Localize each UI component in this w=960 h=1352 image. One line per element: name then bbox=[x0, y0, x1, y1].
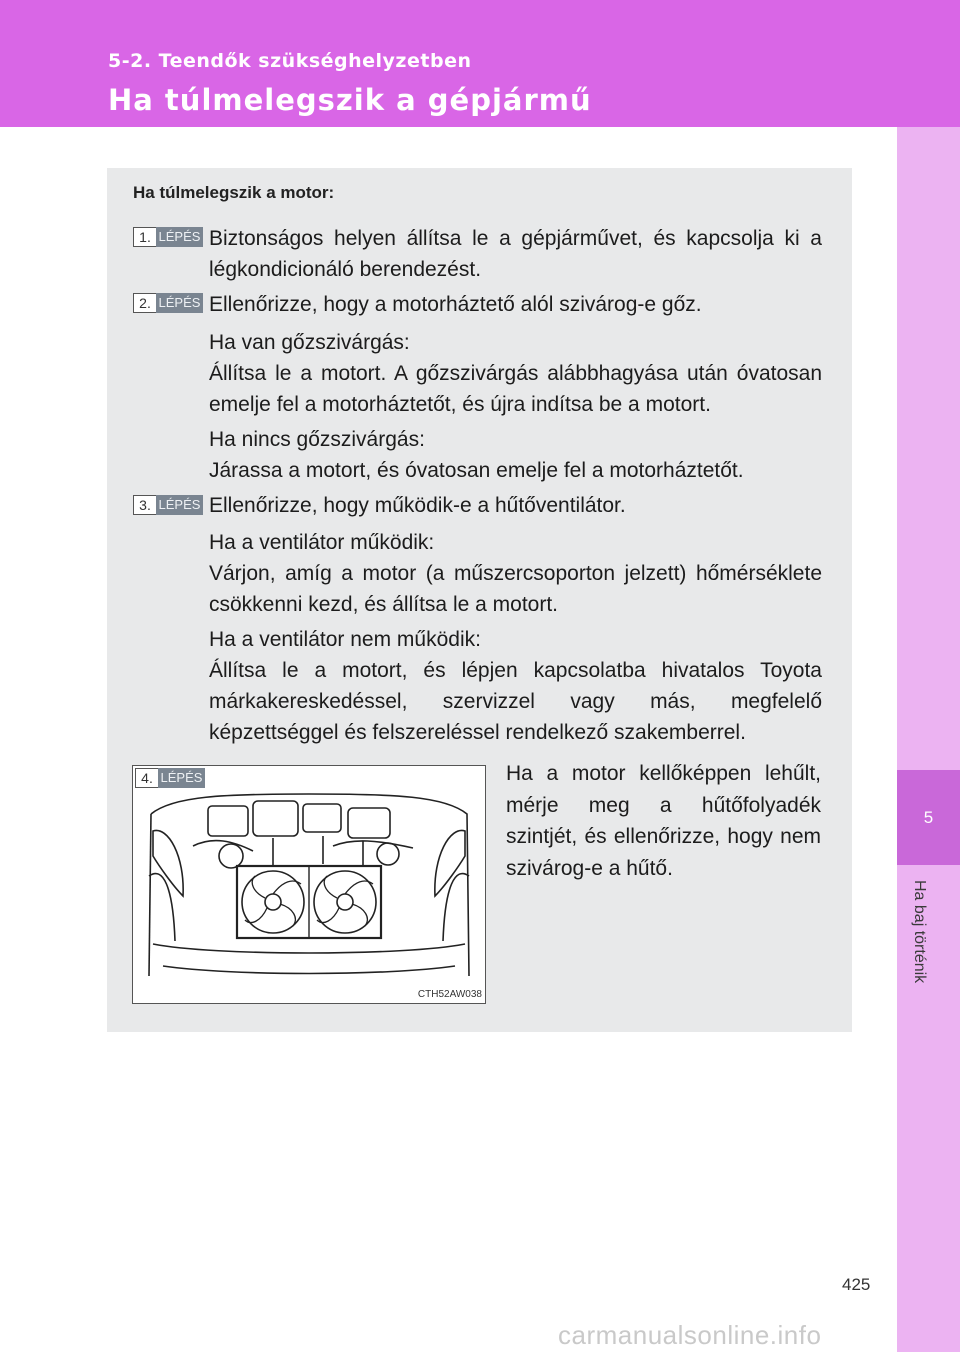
box-title: Ha túlmelegszik a motor: bbox=[133, 183, 335, 202]
step-4-number: 4. bbox=[135, 768, 158, 788]
step-1-badge bbox=[133, 227, 203, 247]
step-3-case-1-condition: Ha a ventilátor működik: bbox=[209, 531, 435, 554]
step-2-case-2-condition: Ha nincs gőzszivárgás: bbox=[209, 428, 425, 451]
step-2-badge bbox=[133, 293, 203, 313]
step-3-badge bbox=[133, 495, 203, 515]
section-label: 5-2. Teendők szükséghelyzetben bbox=[108, 50, 472, 72]
chapter-title: Ha baj történik bbox=[911, 880, 928, 984]
watermark[interactable]: carmanualsonline.info bbox=[558, 1320, 822, 1350]
step-2-case-2-action: Járassa a motort, és óvatosan emelje fel a motorháztetőt. bbox=[209, 459, 744, 482]
step-2-label: LÉPÉS bbox=[156, 293, 203, 313]
engine-illustration bbox=[132, 765, 486, 1004]
step-2-number: 2. bbox=[133, 293, 156, 313]
chapter-number: 5 bbox=[923, 808, 934, 827]
page-title: Ha túlmelegszik a gépjármű bbox=[108, 83, 592, 117]
chapter-tab-lower bbox=[897, 865, 960, 1352]
step-3-case-2-condition: Ha a ventilátor nem működik: bbox=[209, 628, 481, 651]
figure-id: CTH52AW038 bbox=[417, 989, 482, 1000]
step-3-text: Ellenőrizze, hogy működik-e a hűtőventilátor. bbox=[209, 494, 626, 517]
step-1-number: 1. bbox=[133, 227, 156, 247]
engine-bay-drawing bbox=[133, 766, 485, 1003]
step-2-case-1-action: Állítsa le a motort. A gőzszivárgás alábbhagyása után óvatosan emelje fel a motorháztetőt, és újra indítsa be a motort. bbox=[209, 362, 822, 416]
step-1-label: LÉPÉS bbox=[156, 227, 203, 247]
step-2-text: Ellenőrizze, hogy a motorháztető alól szivárog-e gőz. bbox=[209, 293, 702, 316]
page-header bbox=[0, 0, 960, 127]
page-number: 425 bbox=[842, 1275, 871, 1294]
step-3-label: LÉPÉS bbox=[156, 495, 203, 515]
step-4-text: Ha a motor kellőképpen lehűlt, mérje meg a hűtőfolyadék szintjét, és ellenőrizze, hogy nem szivárog-e a hűtő. bbox=[506, 762, 821, 880]
step-1-text: Biztonságos helyen állítsa le a gépjárművet, és kapcsolja ki a légkondicionáló berendezést. bbox=[209, 227, 822, 281]
chapter-tab-upper bbox=[897, 127, 960, 770]
chapter-number-tab[interactable] bbox=[897, 770, 960, 865]
step-2-case-1-condition: Ha van gőzszivárgás: bbox=[209, 331, 410, 354]
step-4-label: LÉPÉS bbox=[158, 768, 205, 788]
step-3-number: 3. bbox=[133, 495, 156, 515]
step-3-case-2-action: Állítsa le a motort, és lépjen kapcsolatba hivatalos Toyota márkakereskedéssel, szervizzel vagy más, megfelelő képzettséggel és felszereléssel rendelkező szakemberrel. bbox=[209, 659, 822, 744]
step-3-case-1-action: Várjon, amíg a motor (a műszercsoporton jelzett) hőmérséklete csökkenni kezd, és állítsa le a motort. bbox=[209, 562, 822, 616]
